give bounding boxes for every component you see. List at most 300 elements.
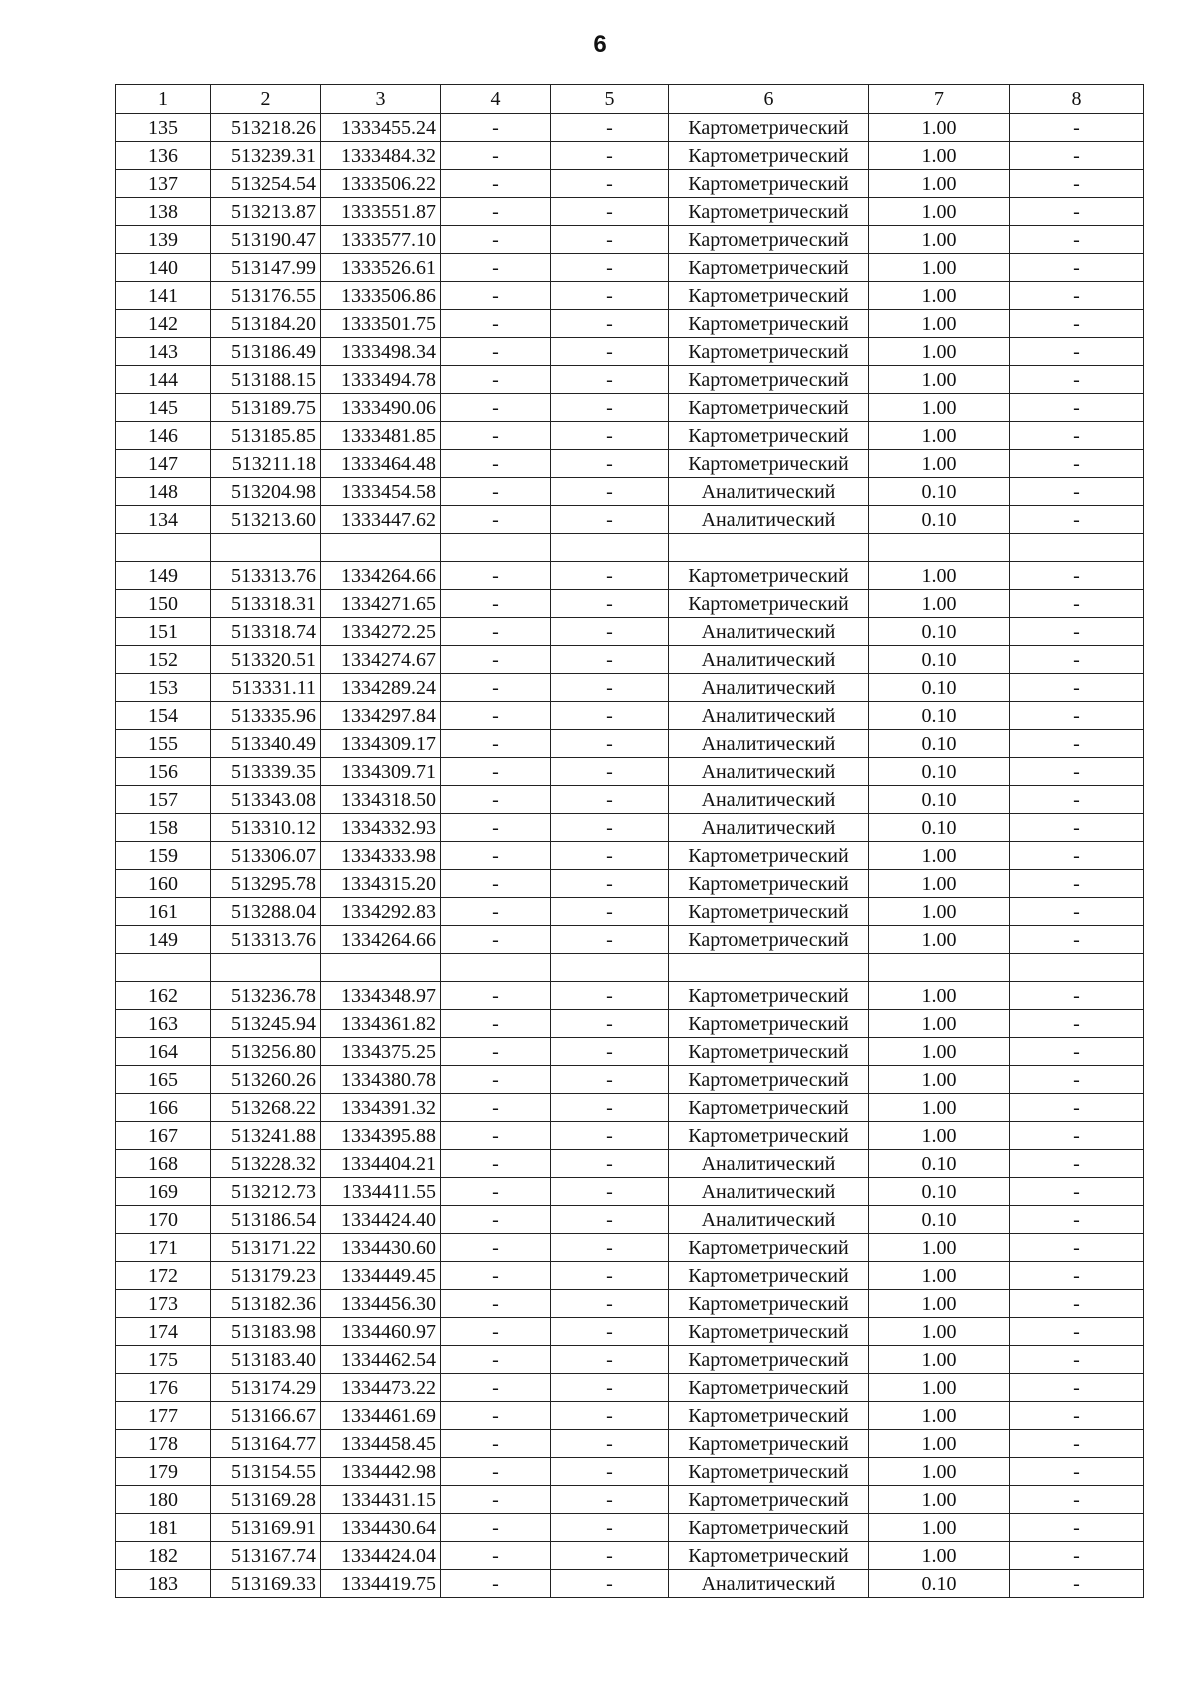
cell-x-coordinate: 513164.77 (211, 1430, 321, 1458)
cell-col-4: - (441, 1514, 551, 1542)
table-row (116, 702, 1144, 730)
cell-col-8: - (1010, 1206, 1144, 1234)
cell-x-coordinate: 513295.78 (211, 870, 321, 898)
cell-y-coordinate: 1334456.30 (321, 1290, 441, 1318)
cell-col-4: - (441, 842, 551, 870)
cell-col-5: - (551, 562, 669, 590)
cell-method: Картометрический (669, 1458, 869, 1486)
cell-col-5: - (551, 142, 669, 170)
cell-y-coordinate: 1334419.75 (321, 1570, 441, 1598)
cell-col-4: - (441, 562, 551, 590)
cell-accuracy: 1.00 (869, 114, 1010, 142)
cell-point-number: 173 (116, 1290, 211, 1318)
table-row (116, 226, 1144, 254)
cell-col-8: - (1010, 870, 1144, 898)
cell-col-8: - (1010, 198, 1144, 226)
cell-y-coordinate: 1333464.48 (321, 450, 441, 478)
table-row (116, 1290, 1144, 1318)
cell-col-8: - (1010, 282, 1144, 310)
cell-col-4: - (441, 254, 551, 282)
cell-col-4: - (441, 1178, 551, 1206)
cell-y-coordinate: 1334431.15 (321, 1486, 441, 1514)
cell-y-coordinate: 1334272.25 (321, 618, 441, 646)
cell-accuracy: 1.00 (869, 310, 1010, 338)
cell-col-5: - (551, 1150, 669, 1178)
cell-col-4: - (441, 506, 551, 534)
cell-accuracy: 1.00 (869, 450, 1010, 478)
cell-col-8: - (1010, 310, 1144, 338)
cell-col-8: - (1010, 814, 1144, 842)
cell-y-coordinate: 1334274.67 (321, 646, 441, 674)
cell-accuracy: 1.00 (869, 1346, 1010, 1374)
cell-accuracy: 1.00 (869, 1094, 1010, 1122)
table-row (116, 1010, 1144, 1038)
table-row (116, 282, 1144, 310)
cell-method: Аналитический (669, 1150, 869, 1178)
cell-col-5: - (551, 1514, 669, 1542)
cell-accuracy: 1.00 (869, 198, 1010, 226)
table-row (116, 786, 1144, 814)
header-cell-6: 6 (669, 85, 869, 114)
cell-col-5: - (551, 198, 669, 226)
cell-accuracy: 0.10 (869, 1206, 1010, 1234)
cell-method: Аналитический (669, 702, 869, 730)
cell-col-4: - (441, 758, 551, 786)
cell-y-coordinate: 1333447.62 (321, 506, 441, 534)
cell-accuracy: 1.00 (869, 870, 1010, 898)
cell-method (669, 954, 869, 982)
cell-y-coordinate: 1334309.17 (321, 730, 441, 758)
cell-y-coordinate: 1334264.66 (321, 926, 441, 954)
header-row (116, 85, 1144, 114)
cell-method: Аналитический (669, 478, 869, 506)
table-row (116, 450, 1144, 478)
cell-point-number: 149 (116, 926, 211, 954)
table-body (116, 85, 1144, 1598)
cell-col-4: - (441, 478, 551, 506)
cell-y-coordinate: 1334430.64 (321, 1514, 441, 1542)
cell-y-coordinate: 1333551.87 (321, 198, 441, 226)
cell-point-number: 160 (116, 870, 211, 898)
cell-method: Картометрический (669, 310, 869, 338)
table-row (116, 814, 1144, 842)
cell-y-coordinate: 1333454.58 (321, 478, 441, 506)
cell-method: Картометрический (669, 450, 869, 478)
cell-method: Картометрический (669, 1094, 869, 1122)
cell-point-number: 158 (116, 814, 211, 842)
cell-col-8: - (1010, 422, 1144, 450)
cell-col-4: - (441, 1206, 551, 1234)
cell-col-5: - (551, 226, 669, 254)
cell-accuracy: 1.00 (869, 1038, 1010, 1066)
cell-point-number: 165 (116, 1066, 211, 1094)
cell-point-number: 180 (116, 1486, 211, 1514)
cell-col-5: - (551, 590, 669, 618)
cell-method: Аналитический (669, 618, 869, 646)
cell-y-coordinate: 1334297.84 (321, 702, 441, 730)
cell-col-4: - (441, 310, 551, 338)
cell-col-5: - (551, 618, 669, 646)
table-row (116, 142, 1144, 170)
cell-accuracy: 1.00 (869, 982, 1010, 1010)
cell-col-8: - (1010, 590, 1144, 618)
cell-point-number: 166 (116, 1094, 211, 1122)
cell-col-8 (1010, 534, 1144, 562)
cell-point-number: 172 (116, 1262, 211, 1290)
cell-col-4: - (441, 590, 551, 618)
cell-col-8: - (1010, 1290, 1144, 1318)
cell-point-number: 161 (116, 898, 211, 926)
cell-col-4: - (441, 394, 551, 422)
cell-col-8: - (1010, 702, 1144, 730)
cell-x-coordinate: 513313.76 (211, 926, 321, 954)
cell-point-number: 177 (116, 1402, 211, 1430)
cell-point-number: 179 (116, 1458, 211, 1486)
cell-y-coordinate: 1334375.25 (321, 1038, 441, 1066)
cell-col-4: - (441, 1402, 551, 1430)
cell-col-8: - (1010, 618, 1144, 646)
cell-col-8: - (1010, 646, 1144, 674)
cell-col-5: - (551, 982, 669, 1010)
cell-col-5: - (551, 926, 669, 954)
cell-x-coordinate: 513186.49 (211, 338, 321, 366)
cell-accuracy: 1.00 (869, 1374, 1010, 1402)
cell-accuracy: 1.00 (869, 1542, 1010, 1570)
cell-accuracy: 1.00 (869, 1402, 1010, 1430)
table-row (116, 422, 1144, 450)
cell-accuracy: 1.00 (869, 1010, 1010, 1038)
cell-col-5: - (551, 898, 669, 926)
cell-col-4: - (441, 226, 551, 254)
cell-col-5: - (551, 1374, 669, 1402)
table-row (116, 1542, 1144, 1570)
cell-col-5: - (551, 814, 669, 842)
cell-x-coordinate: 513185.85 (211, 422, 321, 450)
cell-y-coordinate: 1333455.24 (321, 114, 441, 142)
cell-method: Картометрический (669, 114, 869, 142)
cell-method: Картометрический (669, 870, 869, 898)
cell-y-coordinate: 1334460.97 (321, 1318, 441, 1346)
cell-accuracy: 1.00 (869, 1290, 1010, 1318)
table-row (116, 1458, 1144, 1486)
cell-col-5: - (551, 254, 669, 282)
cell-col-8: - (1010, 1234, 1144, 1262)
cell-col-5: - (551, 1486, 669, 1514)
cell-col-8: - (1010, 1038, 1144, 1066)
cell-point-number: 135 (116, 114, 211, 142)
cell-x-coordinate (211, 954, 321, 982)
cell-col-5: - (551, 730, 669, 758)
cell-x-coordinate: 513147.99 (211, 254, 321, 282)
cell-method: Картометрический (669, 1374, 869, 1402)
cell-col-8: - (1010, 1430, 1144, 1458)
cell-point-number: 154 (116, 702, 211, 730)
cell-col-4: - (441, 1038, 551, 1066)
cell-x-coordinate: 513184.20 (211, 310, 321, 338)
cell-x-coordinate: 513245.94 (211, 1010, 321, 1038)
cell-col-5: - (551, 1402, 669, 1430)
cell-y-coordinate: 1333501.75 (321, 310, 441, 338)
cell-col-4: - (441, 898, 551, 926)
cell-col-8: - (1010, 1262, 1144, 1290)
table-row (116, 674, 1144, 702)
cell-accuracy: 1.00 (869, 926, 1010, 954)
cell-method: Картометрический (669, 1542, 869, 1570)
cell-method: Аналитический (669, 1178, 869, 1206)
cell-x-coordinate: 513182.36 (211, 1290, 321, 1318)
header-cell-3: 3 (321, 85, 441, 114)
cell-point-number: 147 (116, 450, 211, 478)
cell-x-coordinate: 513318.31 (211, 590, 321, 618)
cell-col-8: - (1010, 898, 1144, 926)
cell-x-coordinate: 513188.15 (211, 366, 321, 394)
cell-col-8: - (1010, 226, 1144, 254)
cell-col-4: - (441, 1066, 551, 1094)
cell-col-5: - (551, 1290, 669, 1318)
cell-col-8: - (1010, 506, 1144, 534)
cell-col-5: - (551, 114, 669, 142)
cell-col-8: - (1010, 142, 1144, 170)
cell-col-8: - (1010, 562, 1144, 590)
cell-y-coordinate: 1334424.04 (321, 1542, 441, 1570)
cell-accuracy: 1.00 (869, 226, 1010, 254)
table-row (116, 1206, 1144, 1234)
cell-method: Аналитический (669, 1570, 869, 1598)
cell-method: Картометрический (669, 562, 869, 590)
cell-x-coordinate: 513339.35 (211, 758, 321, 786)
cell-col-8: - (1010, 394, 1144, 422)
table-row (116, 310, 1144, 338)
cell-accuracy: 1.00 (869, 422, 1010, 450)
table-row (116, 1122, 1144, 1150)
cell-method: Картометрический (669, 842, 869, 870)
cell-x-coordinate: 513171.22 (211, 1234, 321, 1262)
cell-point-number: 181 (116, 1514, 211, 1542)
cell-method: Картометрический (669, 898, 869, 926)
cell-col-5: - (551, 1318, 669, 1346)
cell-accuracy: 0.10 (869, 1570, 1010, 1598)
cell-accuracy: 1.00 (869, 338, 1010, 366)
cell-col-4: - (441, 366, 551, 394)
cell-x-coordinate: 513179.23 (211, 1262, 321, 1290)
cell-col-4: - (441, 674, 551, 702)
cell-col-8: - (1010, 842, 1144, 870)
cell-col-4: - (441, 926, 551, 954)
cell-accuracy: 0.10 (869, 674, 1010, 702)
cell-col-8: - (1010, 1486, 1144, 1514)
cell-method: Картометрический (669, 1486, 869, 1514)
cell-x-coordinate: 513169.91 (211, 1514, 321, 1542)
cell-col-8: - (1010, 1374, 1144, 1402)
table-row (116, 982, 1144, 1010)
cell-col-8: - (1010, 366, 1144, 394)
cell-y-coordinate: 1334404.21 (321, 1150, 441, 1178)
coordinates-table (115, 84, 1144, 1598)
cell-point-number: 152 (116, 646, 211, 674)
cell-accuracy: 0.10 (869, 618, 1010, 646)
cell-accuracy: 1.00 (869, 366, 1010, 394)
cell-method: Картометрический (669, 590, 869, 618)
cell-col-5: - (551, 1430, 669, 1458)
table-row (116, 338, 1144, 366)
cell-col-5: - (551, 870, 669, 898)
table-row (116, 730, 1144, 758)
cell-point-number: 178 (116, 1430, 211, 1458)
cell-col-8: - (1010, 1458, 1144, 1486)
cell-y-coordinate: 1334380.78 (321, 1066, 441, 1094)
table-row (116, 366, 1144, 394)
cell-accuracy (869, 534, 1010, 562)
cell-x-coordinate: 513183.98 (211, 1318, 321, 1346)
cell-y-coordinate: 1333506.22 (321, 170, 441, 198)
table-row (116, 898, 1144, 926)
cell-method: Картометрический (669, 198, 869, 226)
cell-col-8: - (1010, 1094, 1144, 1122)
cell-col-5: - (551, 282, 669, 310)
table-row (116, 1094, 1144, 1122)
cell-x-coordinate: 513288.04 (211, 898, 321, 926)
cell-col-8: - (1010, 254, 1144, 282)
cell-col-5: - (551, 1038, 669, 1066)
cell-method: Картометрический (669, 1318, 869, 1346)
cell-col-4: - (441, 786, 551, 814)
cell-col-4: - (441, 282, 551, 310)
cell-y-coordinate: 1334461.69 (321, 1402, 441, 1430)
cell-accuracy: 0.10 (869, 758, 1010, 786)
cell-point-number: 157 (116, 786, 211, 814)
cell-point-number: 155 (116, 730, 211, 758)
cell-col-5: - (551, 338, 669, 366)
cell-accuracy: 1.00 (869, 1122, 1010, 1150)
cell-accuracy: 1.00 (869, 898, 1010, 926)
cell-method: Аналитический (669, 674, 869, 702)
cell-accuracy: 1.00 (869, 562, 1010, 590)
table-row (116, 646, 1144, 674)
cell-col-8: - (1010, 1402, 1144, 1430)
cell-col-8: - (1010, 926, 1144, 954)
table-row (116, 1430, 1144, 1458)
table-row (116, 1514, 1144, 1542)
cell-x-coordinate: 513228.32 (211, 1150, 321, 1178)
cell-col-4: - (441, 114, 551, 142)
cell-col-8: - (1010, 1150, 1144, 1178)
cell-col-5: - (551, 1066, 669, 1094)
table-row (116, 1066, 1144, 1094)
cell-x-coordinate: 513211.18 (211, 450, 321, 478)
table-row (116, 1234, 1144, 1262)
cell-accuracy: 0.10 (869, 478, 1010, 506)
cell-x-coordinate (211, 534, 321, 562)
cell-col-8 (1010, 954, 1144, 982)
cell-method: Картометрический (669, 1514, 869, 1542)
cell-col-4: - (441, 982, 551, 1010)
cell-method: Картометрический (669, 422, 869, 450)
cell-method: Аналитический (669, 814, 869, 842)
cell-point-number: 150 (116, 590, 211, 618)
table-row (116, 842, 1144, 870)
cell-point-number: 144 (116, 366, 211, 394)
table-row (116, 394, 1144, 422)
cell-accuracy: 0.10 (869, 1150, 1010, 1178)
cell-accuracy: 1.00 (869, 170, 1010, 198)
table-row (116, 1374, 1144, 1402)
cell-accuracy: 1.00 (869, 1486, 1010, 1514)
cell-method: Картометрический (669, 982, 869, 1010)
cell-point-number: 138 (116, 198, 211, 226)
table-separator-row (116, 534, 1144, 562)
cell-accuracy: 1.00 (869, 1318, 1010, 1346)
cell-col-5: - (551, 450, 669, 478)
cell-point-number: 171 (116, 1234, 211, 1262)
cell-point-number: 140 (116, 254, 211, 282)
cell-x-coordinate: 513176.55 (211, 282, 321, 310)
cell-y-coordinate: 1334462.54 (321, 1346, 441, 1374)
cell-point-number: 134 (116, 506, 211, 534)
cell-method: Аналитический (669, 506, 869, 534)
cell-x-coordinate: 513167.74 (211, 1542, 321, 1570)
cell-point-number: 149 (116, 562, 211, 590)
page-number: 6 (593, 31, 607, 58)
cell-accuracy: 1.00 (869, 1514, 1010, 1542)
header-cell-4: 4 (441, 85, 551, 114)
cell-method: Картометрический (669, 926, 869, 954)
cell-point-number: 143 (116, 338, 211, 366)
cell-col-4: - (441, 1346, 551, 1374)
cell-x-coordinate: 513213.60 (211, 506, 321, 534)
cell-accuracy: 1.00 (869, 1430, 1010, 1458)
cell-accuracy: 1.00 (869, 282, 1010, 310)
table-row (116, 562, 1144, 590)
cell-col-5: - (551, 674, 669, 702)
cell-col-5 (551, 534, 669, 562)
cell-col-5: - (551, 1570, 669, 1598)
cell-col-5: - (551, 758, 669, 786)
cell-x-coordinate: 513343.08 (211, 786, 321, 814)
cell-x-coordinate: 513306.07 (211, 842, 321, 870)
table-separator-row (116, 954, 1144, 982)
cell-y-coordinate: 1333498.34 (321, 338, 441, 366)
cell-method: Картометрический (669, 226, 869, 254)
cell-method: Аналитический (669, 758, 869, 786)
cell-x-coordinate: 513186.54 (211, 1206, 321, 1234)
cell-method: Картометрический (669, 1234, 869, 1262)
cell-col-4: - (441, 730, 551, 758)
cell-col-5: - (551, 1010, 669, 1038)
cell-method: Аналитический (669, 646, 869, 674)
cell-col-5: - (551, 1346, 669, 1374)
header-cell-1: 1 (116, 85, 211, 114)
cell-method: Картометрический (669, 366, 869, 394)
cell-accuracy: 0.10 (869, 1178, 1010, 1206)
cell-col-4: - (441, 618, 551, 646)
cell-y-coordinate: 1334458.45 (321, 1430, 441, 1458)
cell-y-coordinate: 1334395.88 (321, 1122, 441, 1150)
cell-x-coordinate: 513241.88 (211, 1122, 321, 1150)
cell-point-number: 136 (116, 142, 211, 170)
cell-col-4: - (441, 450, 551, 478)
cell-y-coordinate: 1334473.22 (321, 1374, 441, 1402)
cell-point-number: 176 (116, 1374, 211, 1402)
cell-point-number: 169 (116, 1178, 211, 1206)
cell-col-8: - (1010, 170, 1144, 198)
cell-y-coordinate: 1334318.50 (321, 786, 441, 814)
cell-col-5: - (551, 702, 669, 730)
table-row (116, 1346, 1144, 1374)
cell-col-4: - (441, 814, 551, 842)
cell-method: Аналитический (669, 786, 869, 814)
cell-y-coordinate: 1334264.66 (321, 562, 441, 590)
cell-x-coordinate: 513239.31 (211, 142, 321, 170)
